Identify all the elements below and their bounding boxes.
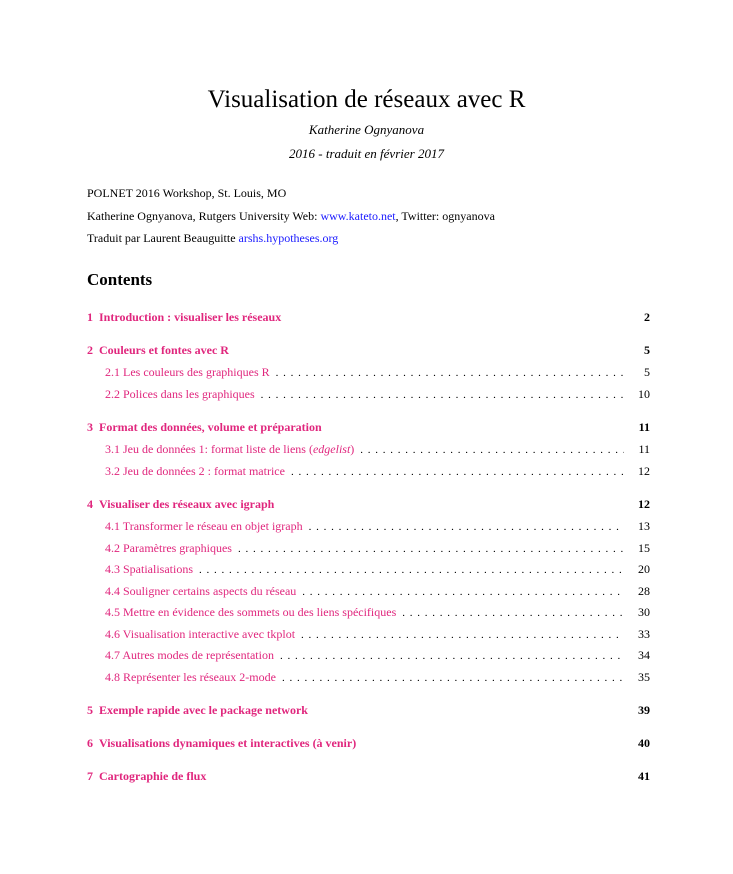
toc-page-number: 33 [638,627,650,641]
toc-entry-link[interactable] [105,648,274,663]
toc-page-number: 2 [644,310,650,324]
toc-dot-leader [276,367,624,379]
toc-entry-link[interactable] [105,387,255,402]
toc-entry-title: Transformer le réseau en objet igraph [122,519,303,533]
toc-subsection-row[interactable] [105,562,650,577]
toc-entry-link[interactable] [105,584,296,599]
toc-dot-leader [309,521,624,533]
workshop-line [87,186,286,201]
toc-section-row[interactable] [87,343,650,358]
toc-section-row[interactable] [87,310,650,325]
toc-entry-number: 4.5 [105,605,120,619]
toc-entry-number: 4.7 [105,648,120,662]
toc-entry-link[interactable] [87,310,281,325]
toc-entry-title: Cartographie de flux [99,769,207,783]
translator-link[interactable]: arshs.hypotheses.org [238,231,339,245]
toc-subsection-row[interactable] [105,541,650,556]
toc-dot-leader [238,543,624,555]
toc-entry-number: 4.8 [105,670,120,684]
toc-entry-title: Exemple rapide avec le package network [99,703,308,717]
contents-heading: Contents [87,270,153,289]
toc-entry-number: 1 [87,310,93,324]
toc-entry-link[interactable] [105,464,285,479]
toc-page-number: 39 [638,703,650,717]
toc-entry-link[interactable] [105,670,276,685]
author-affiliation-line [87,209,495,224]
toc-entry-title: Format des données, volume et préparation [99,420,322,434]
toc-entry-number: 4.6 [105,627,120,641]
toc-entry-link[interactable] [87,420,322,435]
toc-dot-leader [280,650,624,662]
toc-entry-title: Souligner certains aspects du réseau [123,584,297,598]
toc-entry-number: 2 [87,343,93,357]
toc-page-number: 41 [638,769,650,783]
toc-subsection-row[interactable] [105,584,650,599]
toc-entry-title: Polices dans les graphiques [123,387,255,401]
toc-entry-link[interactable] [105,627,295,642]
toc-entry-title: Visualisations dynamiques et interactives (à venir) [99,736,357,750]
website-link[interactable]: www.kateto.net [320,209,396,223]
toc-dot-leader [301,629,624,641]
toc-entry-link[interactable] [87,703,308,718]
toc-entry-title: Paramètres graphiques [123,541,232,555]
toc-section-row[interactable] [87,769,650,784]
toc-page-number: 12 [638,464,650,478]
toc-section-row[interactable] [87,497,650,512]
toc-subsection-row[interactable] [105,670,650,685]
toc-entry-title: Spatialisations [123,562,193,576]
toc-entry-title: Couleurs et fontes avec R [99,343,229,357]
toc-page-number: 5 [644,365,650,379]
toc-page-number: 28 [638,584,650,598]
toc-entry-title: Visualisation interactive avec tkplot [122,627,296,641]
toc-entry-link[interactable] [105,605,396,620]
toc-entry-number: 3.1 [105,442,120,456]
affiliation-text: Katherine Ognyanova, Rutgers University Web: [87,209,321,223]
toc-entry-link[interactable] [105,365,270,380]
toc-page-number: 20 [638,562,650,576]
toc-entry-title: Les couleurs des graphiques R [123,365,270,379]
toc-page-number: 40 [638,736,650,750]
toc-subsection-row[interactable] [105,442,650,457]
toc-page-number: 12 [638,497,650,511]
toc-entry-link[interactable] [87,497,274,512]
toc-entry-number: 6 [87,736,93,750]
toc-subsection-row[interactable] [105,605,650,620]
toc-entry-link[interactable] [87,343,229,358]
toc-section-row[interactable] [87,703,650,718]
toc-dot-leader [282,672,624,684]
toc-page-number: 11 [638,420,650,434]
toc-page-number: 30 [638,605,650,619]
toc-entry-link[interactable] [87,769,206,784]
toc-entry-number: 2.2 [105,387,120,401]
twitter-text: , Twitter: ognyanova [395,209,495,223]
toc-page-number: 15 [638,541,650,555]
toc-dot-leader [302,586,624,598]
toc-dot-leader [360,444,624,456]
toc-subsection-row[interactable] [105,365,650,380]
translator-line [87,231,338,246]
toc-page-number: 34 [638,648,650,662]
toc-section-row[interactable] [87,420,650,435]
toc-section-row[interactable] [87,736,650,751]
toc-entry-number: 4.1 [105,519,120,533]
toc-entry-link[interactable] [105,442,354,457]
toc-subsection-row[interactable] [105,519,650,534]
toc-entry-number: 4 [87,497,93,511]
toc-entry-number: 3 [87,420,93,434]
toc-dot-leader [291,466,624,478]
toc-page-number: 11 [638,442,650,456]
toc-entry-title: Jeu de données 1: format liste de liens ( [123,442,313,456]
toc-entry-title: Mettre en évidence des sommets ou des liens spécifiques [123,605,397,619]
toc-dot-leader [261,389,624,401]
toc-dot-leader [402,607,624,619]
toc-entry-number: 2.1 [105,365,120,379]
toc-entry-number: 4.2 [105,541,120,555]
toc-subsection-row[interactable] [105,387,650,402]
toc-page-number: 5 [644,343,650,357]
toc-entry-number: 4.4 [105,584,120,598]
toc-entry-link[interactable] [105,562,193,577]
toc-entry-title-after: ) [350,442,355,456]
author: Katherine Ognyanova [308,122,425,137]
workshop-text: POLNET 2016 Workshop, St. Louis, MO [87,186,287,200]
toc-entry-title: Autres modes de représentation [122,648,274,662]
translator-text: Traduit par Laurent Beauguitte [87,231,239,245]
date: 2016 - traduit en février 2017 [289,146,444,161]
toc-entry-number: 3.2 [105,464,120,478]
toc-entry-title-italic: edgelist [312,442,351,456]
toc-entry-link[interactable] [105,519,303,534]
document-title: Visualisation de réseaux avec R [207,86,526,113]
toc-entry-number: 7 [87,769,93,783]
toc-entry-title: Jeu de données 2 : format matrice [123,464,285,478]
toc-subsection-row[interactable] [105,648,650,663]
toc-page-number: 13 [638,519,650,533]
toc-subsection-row[interactable] [105,627,650,642]
toc-entry-link[interactable] [105,541,232,556]
toc-entry-link[interactable] [87,736,356,751]
toc-subsection-row[interactable] [105,464,650,479]
toc-entry-title: Représenter les réseaux 2-mode [123,670,276,684]
toc-entry-number: 5 [87,703,93,717]
toc-entry-number: 4.3 [105,562,120,576]
toc-page-number: 35 [638,670,650,684]
toc-page-number: 10 [638,387,650,401]
toc-entry-title: Introduction : visualiser les réseaux [99,310,282,324]
toc-entry-title: Visualiser des réseaux avec igraph [99,497,275,511]
toc-dot-leader [199,564,624,576]
